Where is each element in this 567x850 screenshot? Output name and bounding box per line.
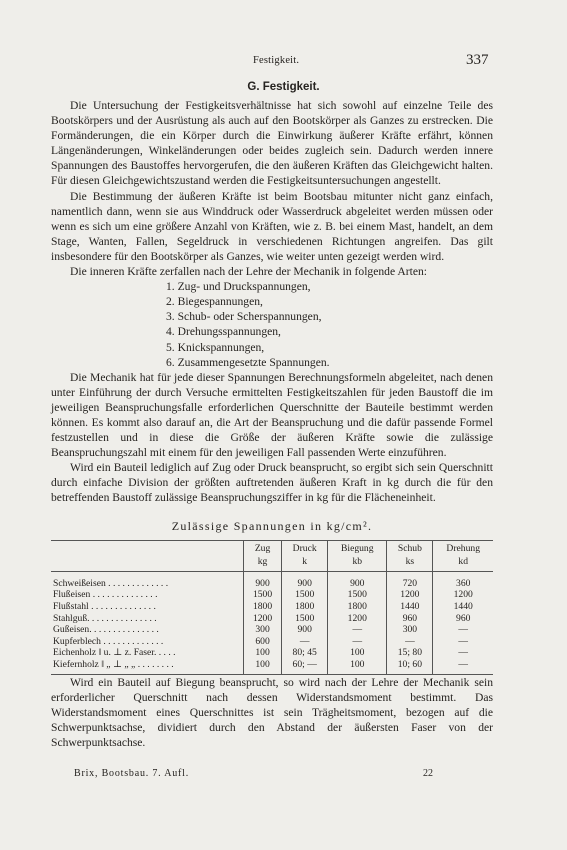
column-header: Druck	[282, 540, 328, 554]
table-row	[51, 613, 493, 625]
value-cell: —	[282, 636, 328, 648]
value-cell: 100	[328, 647, 387, 659]
value-cell: 960	[387, 613, 433, 625]
footer-signature: Brix, Bootsbau. 7. Aufl.	[74, 768, 190, 779]
value-cell: 900	[244, 571, 282, 589]
material-cell: Schweißeisen . . . . . . . . . . . . .	[53, 577, 169, 589]
value-cell: 960	[433, 613, 493, 625]
column-header: Schub	[387, 540, 433, 554]
table-row	[51, 624, 493, 636]
table-header-row	[51, 540, 493, 554]
value-cell: 300	[387, 624, 433, 636]
value-cell: 60; —	[282, 659, 328, 674]
value-cell: 1200	[244, 613, 282, 625]
list-item: 5. Knickspannungen,	[166, 340, 265, 354]
list-item: 3. Schub- oder Scherspannungen,	[166, 310, 322, 324]
column-symbol: k	[282, 554, 328, 571]
value-cell: 600	[244, 636, 282, 648]
section-title: G. Festigkeit.	[247, 81, 320, 93]
table-row	[51, 647, 493, 659]
value-cell: —	[433, 636, 493, 648]
value-cell: 1500	[282, 613, 328, 625]
paragraph: Wird ein Bauteil auf Biegung beansprucht, so wird nach der Lehre der Mechanik sein erforderlicher Querschnitt nach dessen Widerstandsmoment bestimmt. Das Widerstandsmoment eines Querschnittes ist sein Trägheitsmoment, bezogen auf die Schwerpunktsachse, dividiert durch den Abstand der äußersten Faser von der Schwerpunktsachse.	[51, 675, 493, 749]
table-row	[51, 589, 493, 601]
value-cell: 300	[244, 624, 282, 636]
page-body	[51, 98, 493, 750]
value-cell: 1500	[282, 589, 328, 601]
value-cell: 100	[328, 659, 387, 674]
value-cell: 100	[244, 647, 282, 659]
table-symbol-row	[51, 554, 493, 571]
table-title: Zulässige Spannungen in kg/cm².	[171, 518, 373, 533]
value-cell: —	[433, 624, 493, 636]
value-cell: —	[387, 636, 433, 648]
value-cell: 1200	[433, 589, 493, 601]
value-cell: 1200	[387, 589, 433, 601]
table-row	[51, 636, 493, 648]
column-symbol: kd	[433, 554, 493, 571]
value-cell: —	[433, 647, 493, 659]
header-cell-material	[51, 554, 244, 571]
value-cell: 720	[387, 571, 433, 589]
value-cell: 1800	[244, 601, 282, 613]
page-header	[0, 52, 567, 72]
paragraph: Die inneren Kräfte zerfallen nach der Lehre der Mechanik in folgende Arten:	[70, 265, 427, 279]
paragraph: Die Untersuchung der Festigkeitsverhältnisse hat sich sowohl auf einzelne Teile des Bootskörpers und der Ausrüstung als auch auf den Bootskörper als Ganzes zu erstrecken. Die Formänderungen, die ein Körper durch die Einwirkung äußerer Kräfte erfährt, können Längenänderungen, Winkeländerungen oder beides zugleich sein. Dadurch werden innere Spannungen des Baustoffes hervorgerufen, die den äußeren Kräften das Gleichgewicht halten. Für diesen Gleichgewichtszustand werden die Festigkeitsuntersuchungen angestellt.	[51, 99, 493, 188]
column-symbol: kb	[328, 554, 387, 571]
column-header: Drehung	[433, 540, 493, 554]
material-cell: Eichenholz ‖ u. ⊥ z. Faser. . . . .	[53, 647, 176, 659]
value-cell: 900	[282, 571, 328, 589]
value-cell: 900	[328, 571, 387, 589]
running-title: Festigkeit.	[253, 55, 300, 66]
value-cell: 1440	[433, 601, 493, 613]
header-cell-material	[51, 540, 244, 554]
list-item: 1. Zug- und Druckspannungen,	[166, 280, 311, 294]
value-cell: 1500	[244, 589, 282, 601]
table-row	[51, 601, 493, 613]
table-row	[51, 659, 493, 674]
material-cell: Gußeisen. . . . . . . . . . . . . . .	[53, 624, 159, 636]
footer-sheet-number: 22	[423, 768, 433, 779]
column-header: Biegung	[328, 540, 387, 554]
value-cell: 1440	[387, 601, 433, 613]
material-cell: Stahlguß. . . . . . . . . . . . . . .	[53, 612, 157, 624]
value-cell: —	[328, 636, 387, 648]
value-cell: —	[328, 624, 387, 636]
value-cell: 1800	[282, 601, 328, 613]
column-symbol: kg	[244, 554, 282, 571]
value-cell: 360	[433, 571, 493, 589]
list-item: 4. Drehungsspannungen,	[166, 325, 281, 339]
value-cell: 1500	[328, 589, 387, 601]
value-cell: 100	[244, 659, 282, 674]
value-cell: 80; 45	[282, 647, 328, 659]
paragraph: Die Mechanik hat für jede dieser Spannungen Berechnungsformeln abgeleitet, nach denen unter Einführung der durch Versuche ermittelten Festigkeitszahlen für jeden Baustoff die im jeweiligen Beanspruchungsfalle erforderlichen Querschnitte der Bauteile bestimmt werden können. Es kommt also darauf an, die Art der Beanspruchung und die dafür passende Formel festzustellen und in diese die Größe der äußeren Kräfte sowie die zulässige Beanspruchungszahl mit einem für den jeweiligen Fall passenden Werte einzuführen.	[51, 370, 493, 460]
stress-kinds-list	[51, 279, 493, 370]
value-cell: 10; 60	[387, 659, 433, 674]
list-item: 6. Zusammengesetzte Spannungen.	[166, 355, 330, 369]
column-symbol: ks	[387, 554, 433, 571]
page-number: 337	[466, 52, 489, 68]
value-cell: 15; 80	[387, 647, 433, 659]
paragraph: Wird ein Bauteil lediglich auf Zug oder Druck beansprucht, so ergibt sich sein Querschnitt durch einfache Division der größten auftretenden äußeren Kraft in kg durch die für den betreffenden Baustoff zulässige Beanspruchungsziffer in kg für die Flächeneinheit.	[51, 461, 493, 505]
value-cell: 1200	[328, 613, 387, 625]
value-cell: 1800	[328, 601, 387, 613]
material-cell: Kiefernholz ‖ „ ⊥ „ „ . . . . . . . .	[51, 659, 244, 674]
value-cell: 900	[282, 624, 328, 636]
material-cell: Flußstahl . . . . . . . . . . . . . .	[53, 601, 156, 612]
paragraph: Die Bestimmung der äußeren Kräfte ist beim Bootsbau mitunter nicht ganz einfach, namentlich dann, wenn sie aus Winddruck oder Wasserdruck abgeleitet werden müssen oder wenn es sich um eine größere Anzahl von Kräften, wie z. B. bei einem Mast, handelt, an dem Stage, Wanten, Fallen, Segeldruck in verschiedenen Richtungen angreifen. Das gilt insbesondere für den Bootskörper als Ganzes, wie weiter unten gezeigt werden wird.	[51, 189, 493, 263]
value-cell: —	[433, 659, 493, 674]
material-cell: Kupferblech . . . . . . . . . . . . .	[53, 635, 164, 647]
column-header: Zug	[244, 540, 282, 554]
material-cell: Flußeisen . . . . . . . . . . . . . .	[53, 589, 158, 601]
stress-table	[51, 540, 493, 675]
table-row	[51, 571, 493, 589]
list-item: 2. Biegespannungen,	[166, 295, 263, 309]
